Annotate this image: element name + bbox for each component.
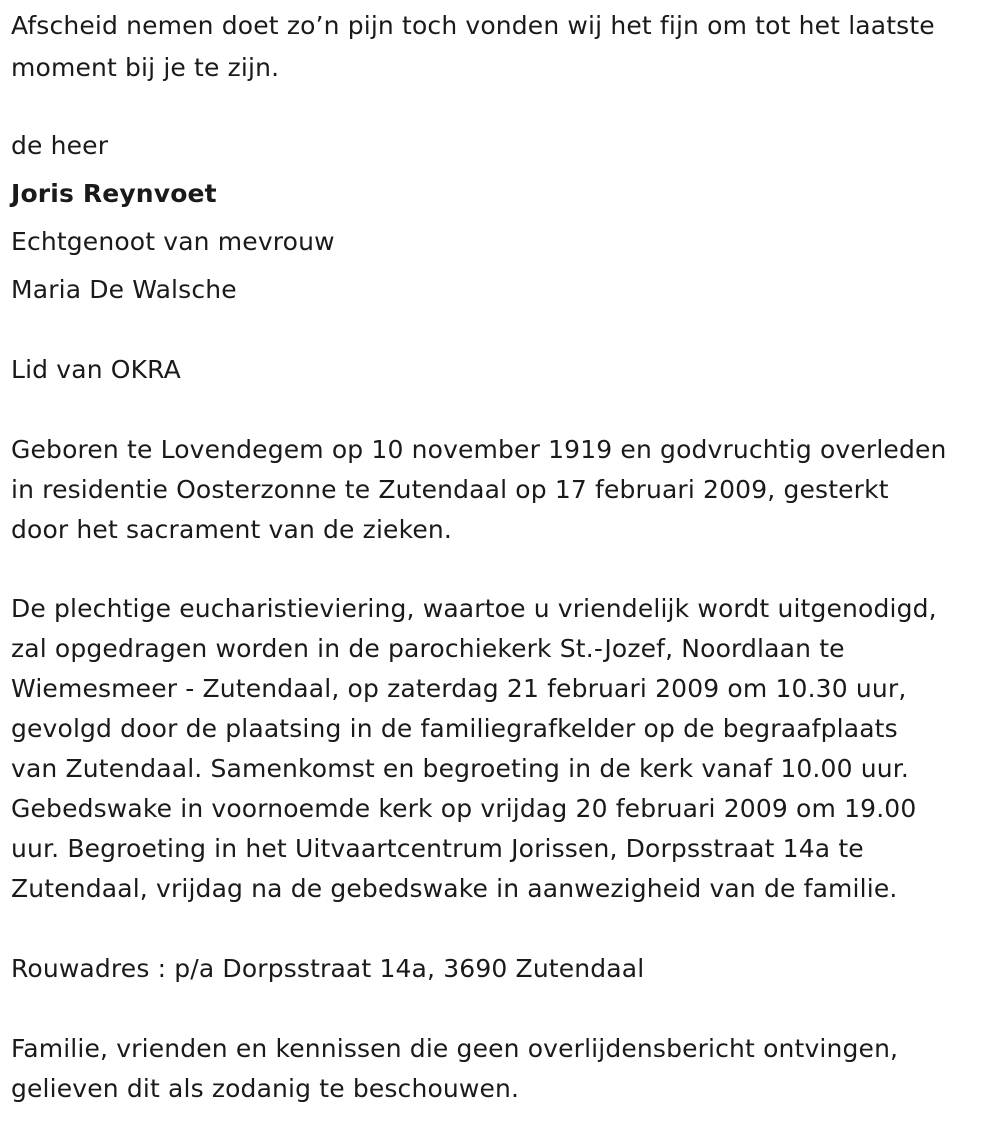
closing-line: Familie, vrienden en kennissen die geen overlijdensbericht ontvingen, <box>11 1034 899 1063</box>
spouse-line: Echtgenoot van mevrouw <box>11 227 335 256</box>
intro-line: Afscheid nemen doet zo’n pijn toch vonden wij het fijn om tot het laatste <box>11 11 935 40</box>
deceased-name: Joris Reynvoet <box>11 179 217 208</box>
ceremony-line: van Zutendaal. Samenkomst en begroeting in de kerk vanaf 10.00 uur. <box>11 754 909 783</box>
birth-death-line: door het sacrament van de zieken. <box>11 515 452 544</box>
ceremony-line: Zutendaal, vrijdag na de gebedswake in aanwezigheid van de familie. <box>11 874 898 903</box>
birth-death-line: in residentie Oosterzonne te Zutendaal op 17 februari 2009, gesterkt <box>11 475 889 504</box>
salutation: de heer <box>11 131 109 160</box>
intro-line: moment bij je te zijn. <box>11 53 280 82</box>
ceremony-line: De plechtige eucharistieviering, waartoe u vriendelijk wordt uitgenodigd, <box>11 594 937 623</box>
birth-death-line: Geboren te Lovendegem op 10 november 1919 en godvruchtig overleden <box>11 435 947 464</box>
mourning-address: Rouwadres : p/a Dorpsstraat 14a, 3690 Zutendaal <box>11 954 645 983</box>
spouse-line: Maria De Walsche <box>11 275 237 304</box>
membership: Lid van OKRA <box>11 355 181 384</box>
ceremony-line: gevolgd door de plaatsing in de familiegrafkelder op de begraafplaats <box>11 714 898 743</box>
ceremony-line: Wiemesmeer - Zutendaal, op zaterdag 21 februari 2009 om 10.30 uur, <box>11 674 907 703</box>
ceremony-line: uur. Begroeting in het Uitvaartcentrum Jorissen, Dorpsstraat 14a te <box>11 834 864 863</box>
ceremony-line: zal opgedragen worden in de parochiekerk St.-Jozef, Noordlaan te <box>11 634 845 663</box>
ceremony-line: Gebedswake in voornoemde kerk op vrijdag 20 februari 2009 om 19.00 <box>11 794 917 823</box>
closing-line: gelieven dit als zodanig te beschouwen. <box>11 1074 520 1103</box>
